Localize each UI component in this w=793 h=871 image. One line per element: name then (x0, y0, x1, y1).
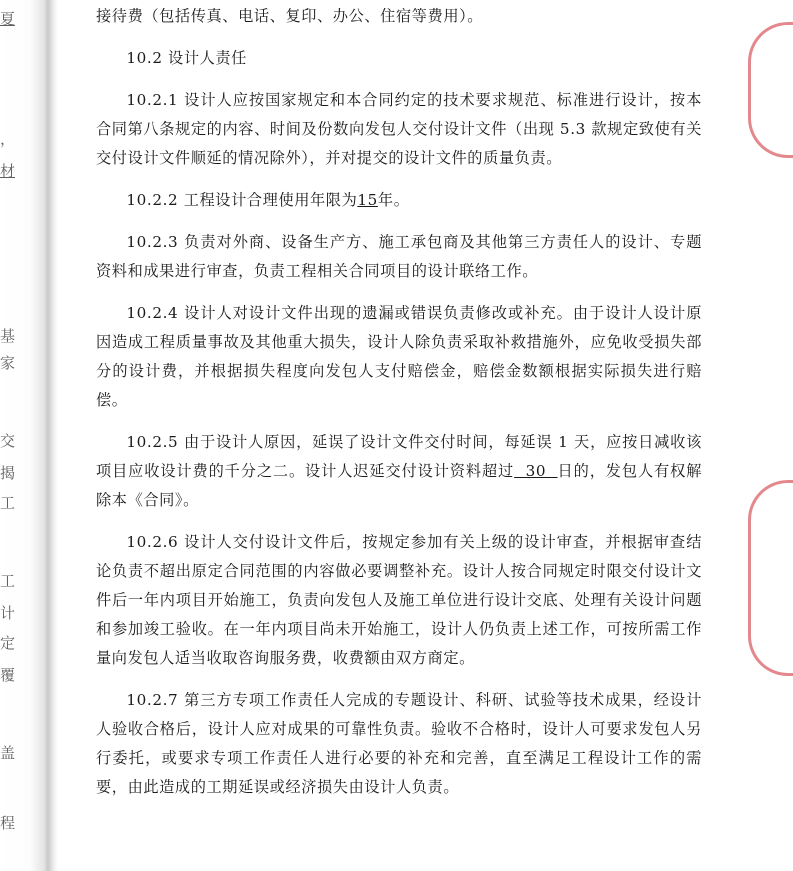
clause-10-2-6: 10.2.6 设计人交付设计文件后，按规定参加有关上级的设计审查，并根据审查结论负责不超出原定合同范围的内容做必要调整补充。设计人按合同规定时限交付设计文件后一年内项目开始施工，负责向发包人及施工单位进行设计交底、处理有关设计问题和参加竣工验收。在一年内项目尚未开始施工，设计人仍负责上述工作，可按所需工作量向发包人适当收取咨询服务费，收费额由双方商定。 (96, 533, 702, 667)
margin-bleed-char: 程 (0, 814, 16, 832)
clause-10-2-5-prefix: 10.2.5 由于设计人原因，延误了设计文件交付时间，每延误 1 天，应按日减收该项目应收设计费的千分之二。设计人迟延交付设计资料超过 (96, 433, 702, 480)
top-line: 接待费（包括传真、电话、复印、办公、住宿等费用）。 (96, 7, 484, 25)
clause-10-2-2-suffix: 年。 (377, 191, 410, 209)
margin-bleed-char: 计 (0, 604, 16, 622)
margin-bleed-char: 定 (0, 634, 16, 652)
margin-bleed-char: 揭 (0, 464, 16, 482)
clause-10-2-4: 10.2.4 设计人对设计文件出现的遗漏或错误负责修改或补充。由于设计人设计原因造成工程质量事故及其他重大损失，设计人除负责采取补救措施外，应免收受损失部分的设计费，并根据损失程度向发包人支付赔偿金，赔偿金数额根据实际损失进行赔偿。 (96, 304, 702, 409)
margin-bleed-char: 工 (0, 572, 16, 590)
margin-bleed-char: 工 (0, 494, 16, 512)
seal-stamp-lower (748, 480, 793, 676)
clause-10-2-5-suffix: 日的，发包人有权解除本《合同》。 (96, 462, 702, 509)
left-margin-strip (0, 0, 58, 871)
seal-stamp-upper (748, 22, 793, 158)
margin-bleed-char: ， (0, 130, 16, 148)
margin-bleed-char: 夏 (0, 10, 16, 28)
clause-10-2-3: 10.2.3 负责对外商、设备生产方、施工承包商及其他第三方责任人的设计、专题资料和成果进行审查，负责工程相关合同项目的设计联络工作。 (96, 233, 702, 280)
section-heading: 10.2 设计人责任 (126, 49, 247, 67)
margin-bleed-char: 交 (0, 432, 16, 450)
clause-10-2-7: 10.2.7 第三方专项工作责任人完成的专题设计、科研、试验等技术成果，经设计人验收合格后，设计人应对成果的可靠性负责。验收不合格时，设计人可要求发包人另行委托，或要求专项工作责任人进行必要的补充和完善，直至满足工程设计工作的需要，由此造成的工期延误或经济损失由设计人负责。 (96, 691, 702, 796)
clause-10-2-5 (96, 428, 702, 515)
clause-10-2-2-prefix: 10.2.2 工程设计合理使用年限为 (126, 191, 358, 209)
design-life-years: 15 (357, 191, 378, 209)
clause-10-2-1: 10.2.1 设计人应按国家规定和本合同约定的技术要求规范、标准进行设计，按本合同第八条规定的内容、时间及份数向发包人交付设计文件（出现 5.3 款规定致使有关交付设计文件顺延的情况除外），并对提交的设计文件的质量负责。 (96, 91, 702, 167)
margin-bleed-char: 基 (0, 327, 16, 345)
delay-days-limit: 30 (514, 462, 558, 480)
clause-10-2-2 (96, 186, 702, 215)
margin-bleed-char: 覆 (0, 666, 16, 684)
document-page (96, 0, 702, 802)
margin-bleed-char: 盖 (0, 744, 16, 762)
margin-bleed-char: 家 (0, 354, 16, 372)
right-edge-stamps (731, 0, 793, 871)
margin-bleed-char: 材 (0, 162, 16, 180)
